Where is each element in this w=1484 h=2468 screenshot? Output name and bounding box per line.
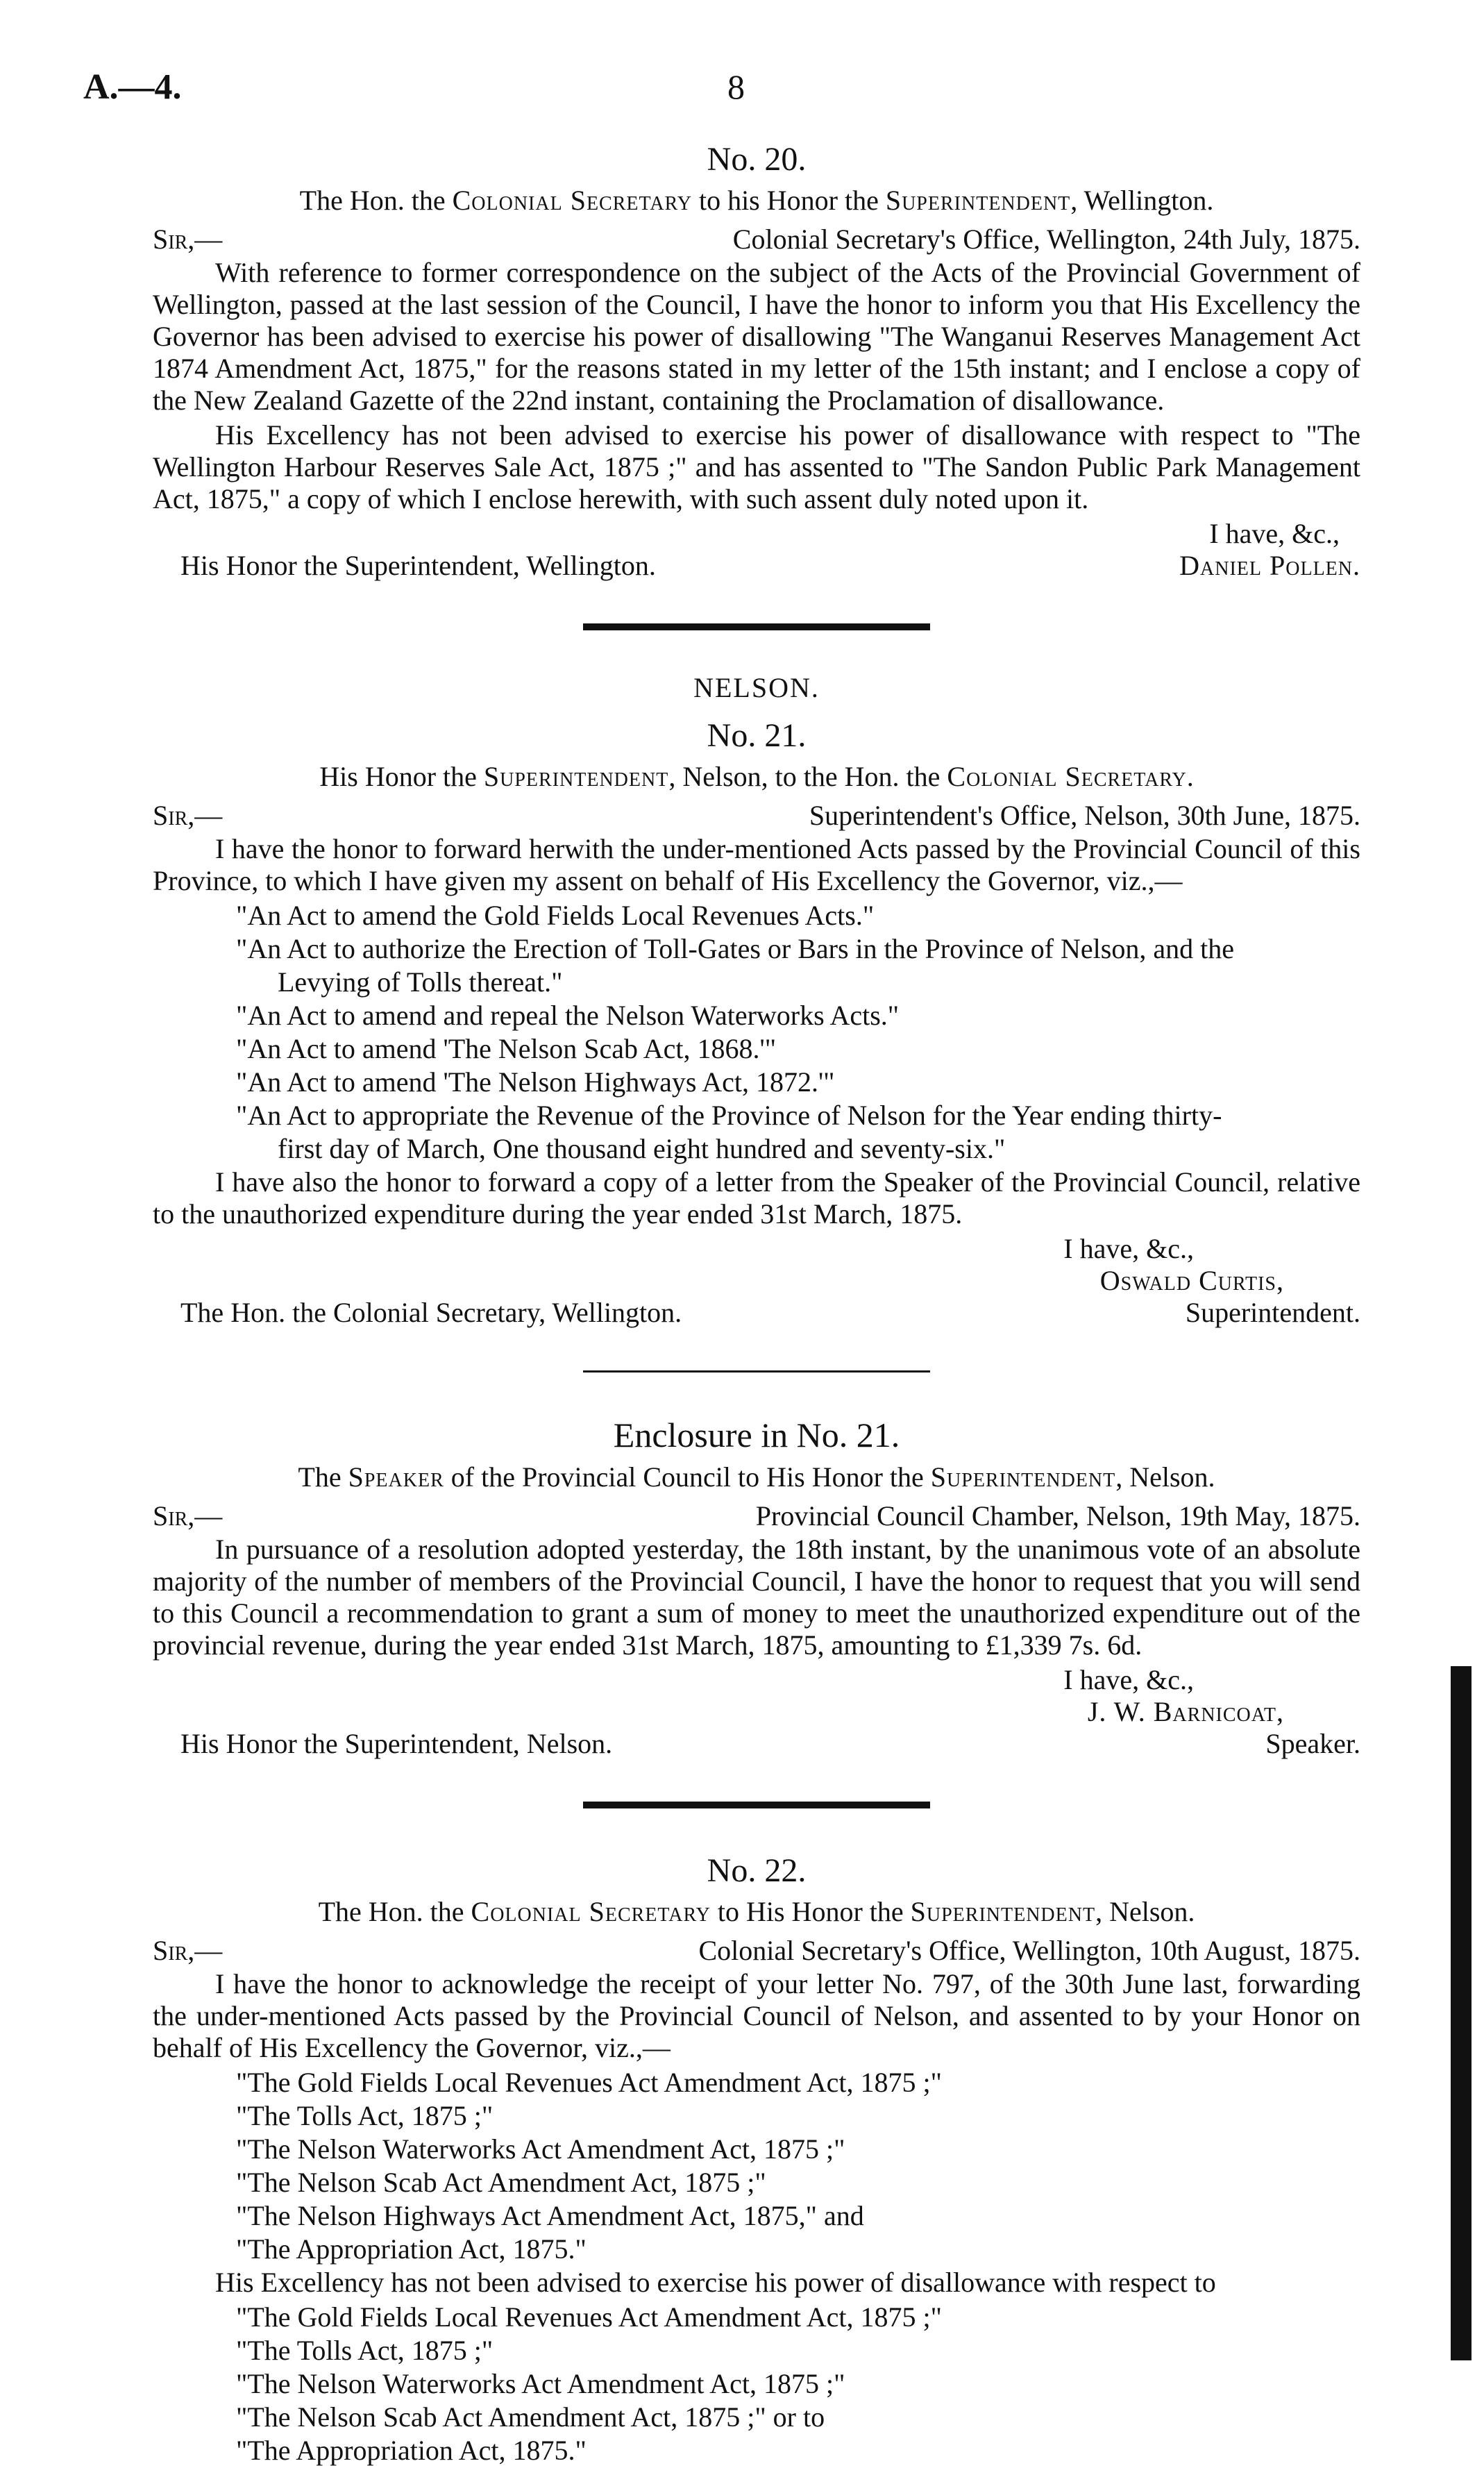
- act-item-continued: Levying of Tolls thereat.": [278, 966, 563, 998]
- address-part: Colonial Secretary: [947, 761, 1187, 792]
- letter-no-20: [153, 139, 1360, 582]
- letter-origin: Superintendent's Office, Nelson, 30th June, 1875.: [809, 800, 1360, 831]
- act-item: "The Tolls Act, 1875 ;": [236, 2335, 494, 2366]
- letter-address: [153, 185, 1360, 217]
- signer-title: Superintendent.: [1185, 1297, 1360, 1328]
- page-content: [153, 139, 1360, 2468]
- signature-row: [180, 1728, 1360, 1760]
- address-part: Colonial Secretary: [471, 1896, 711, 1927]
- address-part: The Hon. the: [299, 185, 453, 216]
- letter-number: No. 21.: [707, 717, 807, 754]
- address-part: The Hon. the: [318, 1896, 471, 1927]
- act-item: "The Nelson Scab Act Amendment Act, 1875 ;" or to: [236, 2401, 825, 2433]
- act-item: "An Act to authorize the Erection of Toll-Gates or Bars in the Province of Nelson, and the: [236, 933, 1234, 964]
- act-item: "An Act to amend 'The Nelson Highways Act, 1872.'": [236, 1066, 835, 1098]
- act-item: "An Act to appropriate the Revenue of the Province of Nelson for the Year ending thirty-: [236, 1100, 1222, 1131]
- paragraph: I have the honor to forward herwith the under-mentioned Acts passed by the Provincial Council of this Province, to which I have given my assent on behalf of His Excellency the Governor, viz.,—: [153, 833, 1360, 896]
- letter-no-21: [153, 715, 1360, 1329]
- enclosure-no-21: [153, 1414, 1360, 1760]
- page-number: 8: [727, 67, 745, 106]
- address-part: .: [1186, 761, 1194, 792]
- document-reference: A.—4.: [83, 67, 182, 107]
- letter-address: [153, 1461, 1360, 1493]
- recipient: His Honor the Superintendent, Wellington.: [180, 550, 656, 581]
- address-part: Colonial Secretary: [452, 185, 692, 216]
- address-part: , Wellington.: [1070, 185, 1214, 216]
- address-part: , Nelson.: [1095, 1896, 1195, 1927]
- recipient: His Honor the Superintendent, Nelson.: [180, 1728, 613, 1759]
- letter-origin: Colonial Secretary's Office, Wellington, 24th July, 1875.: [732, 224, 1360, 255]
- act-item: "The Nelson Highways Act Amendment Act, 1875," and: [236, 2200, 864, 2231]
- act-item: "The Tolls Act, 1875 ;": [236, 2100, 494, 2131]
- letter-no-22: [153, 1850, 1360, 2467]
- paragraph: I have also the honor to forward a copy of a letter from the Speaker of the Provincial Council, relative to the unauthorized expenditure during the year ended 31st March, 1875.: [153, 1166, 1360, 1229]
- section-divider-thick: [583, 623, 930, 630]
- closing: I have, &c.,: [1063, 1233, 1194, 1264]
- paragraph: In pursuance of a resolution adopted yesterday, the 18th instant, by the unanimous vote of an absolute majority of the number of members of the Provincial Council, I have the honor to request that you will send to this Council a recommendation to grant a sum of money to meet the unauthorized expenditure out of the provincial revenue, during the year ended 31st March, 1875, amounting to £1,339 7s. 6d.: [153, 1534, 1360, 1661]
- act-item: "The Gold Fields Local Revenues Act Amendment Act, 1875 ;": [236, 2301, 942, 2333]
- address-part: of the Provincial Council to His Honor the: [444, 1461, 931, 1493]
- scan-edge-bar: [1451, 1666, 1472, 2360]
- address-part: to His Honor the: [710, 1896, 911, 1927]
- salutation-line: [153, 1935, 1360, 1967]
- address-part: to his Honor the: [691, 185, 886, 216]
- salutation-line: [153, 1500, 1360, 1532]
- letter-number: No. 20.: [707, 141, 807, 178]
- act-item: "The Gold Fields Local Revenues Act Amendment Act, 1875 ;": [236, 2067, 942, 2098]
- address-part: , Nelson, to the Hon. the: [668, 761, 947, 792]
- signer: Oswald Curtis,: [1099, 1265, 1284, 1296]
- act-item: "The Appropriation Act, 1875.": [236, 2233, 587, 2265]
- salutation: Sir,—: [153, 1935, 223, 1966]
- act-item-continued: first day of March, One thousand eight hundred and seventy-six.": [278, 1133, 1006, 1164]
- act-item: "The Nelson Scab Act Amendment Act, 1875 ;": [236, 2167, 766, 2198]
- signature-row: [180, 550, 1360, 582]
- province-heading: NELSON.: [693, 672, 820, 703]
- act-item: "An Act to amend and repeal the Nelson Waterworks Acts.": [236, 1000, 900, 1031]
- signer: Daniel Pollen.: [1179, 550, 1360, 581]
- signature-row: [180, 1297, 1360, 1329]
- section-divider-thin: [583, 1370, 930, 1372]
- letter-address: [153, 761, 1360, 793]
- closing: I have, &c.,: [1063, 1664, 1194, 1695]
- paragraph: I have the honor to acknowledge the receipt of your letter No. 797, of the 30th June last, forwarding the under-mentioned Acts passed by the Provincial Council of Nelson, and assented to by your Honor on behalf of His Excellency the Governor, viz.,—: [153, 1968, 1360, 2063]
- act-item: "An Act to amend 'The Nelson Scab Act, 1868.'": [236, 1033, 777, 1064]
- letter-number: No. 22.: [707, 1852, 807, 1889]
- act-item: "The Nelson Waterworks Act Amendment Act, 1875 ;": [236, 2133, 845, 2165]
- act-item: "An Act to amend the Gold Fields Local Revenues Acts.": [236, 900, 875, 931]
- salutation: Sir,—: [153, 224, 223, 255]
- address-part: Speaker: [348, 1461, 444, 1493]
- enclosure-title: Enclosure in No. 21.: [613, 1416, 900, 1454]
- signer: J. W. Barnicoat,: [1087, 1696, 1284, 1727]
- letter-address: [153, 1896, 1360, 1928]
- recipient: The Hon. the Colonial Secretary, Wellington.: [180, 1297, 682, 1328]
- closing: I have, &c.,: [1209, 518, 1340, 549]
- salutation: Sir,—: [153, 800, 223, 831]
- salutation-line: [153, 800, 1360, 832]
- act-item: "The Nelson Waterworks Act Amendment Act, 1875 ;": [236, 2368, 845, 2399]
- address-part: The: [298, 1461, 348, 1493]
- address-part: Superintendent: [930, 1461, 1116, 1493]
- paragraph: His Excellency has not been advised to exercise his power of disallowance with respect to "The Wellington Harbour Reserves Sale Act, 1875 ;" and has assented to "The Sandon Public Park Management Act, 1875," a copy of which I enclose herewith, with such assent duly noted upon it.: [153, 419, 1360, 514]
- address-part: , Nelson.: [1115, 1461, 1215, 1493]
- section-divider-thick: [583, 1802, 930, 1808]
- letter-origin: Provincial Council Chamber, Nelson, 19th May, 1875.: [755, 1500, 1360, 1531]
- letter-origin: Colonial Secretary's Office, Wellington, 10th August, 1875.: [698, 1935, 1360, 1966]
- paragraph: His Excellency has not been advised to exercise his power of disallowance with respect to: [215, 2267, 1216, 2298]
- address-part: Superintendent: [483, 761, 669, 792]
- address-part: His Honor the: [319, 761, 484, 792]
- salutation-line: [153, 224, 1360, 255]
- address-part: Superintendent: [910, 1896, 1096, 1927]
- address-part: Superintendent: [885, 185, 1071, 216]
- salutation: Sir,—: [153, 1500, 223, 1531]
- paragraph: With reference to former correspondence on the subject of the Acts of the Provincial Government of Wellington, passed at the last session of the Council, I have the honor to inform you that His Excellency the Governor has been advised to exercise his power of disallowing "The Wanganui Reserves Management Act 1874 Amendment Act, 1875," for the reasons stated in my letter of the 15th instant; and I enclose a copy of the New Zealand Gazette of the 22nd instant, containing the Proclamation of disallowance.: [153, 257, 1360, 416]
- signer-title: Speaker.: [1265, 1728, 1360, 1759]
- act-item: "The Appropriation Act, 1875.": [236, 2435, 587, 2466]
